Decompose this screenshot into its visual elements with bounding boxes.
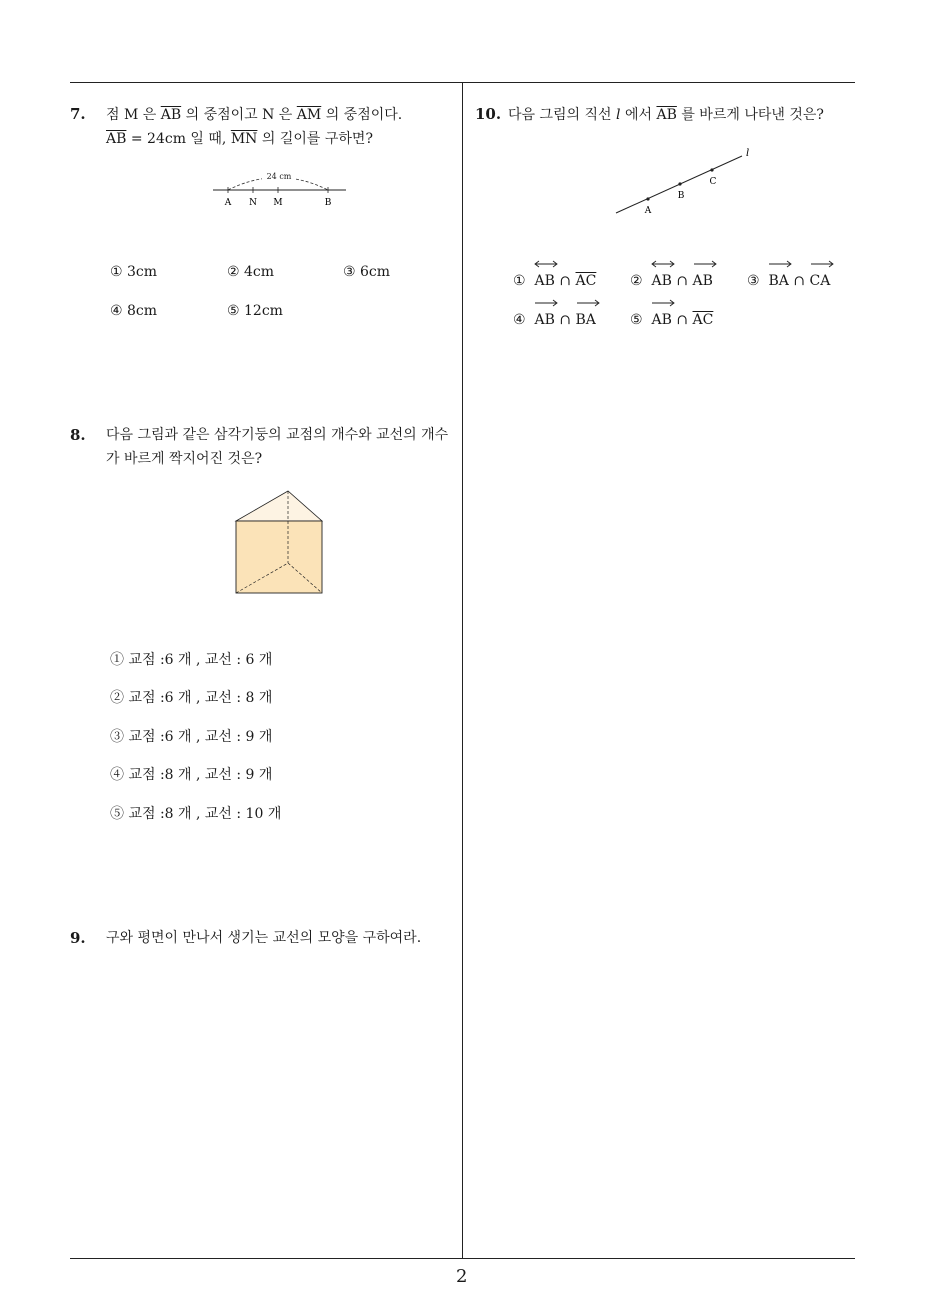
- choice-5[interactable]: [630, 308, 713, 332]
- choice-5[interactable]: ⑤ 12cm: [227, 303, 283, 319]
- problem-8: [70, 423, 460, 833]
- choice-number: ②: [630, 273, 643, 289]
- symbol-ray: AB: [534, 308, 554, 332]
- symbol-segment: $\overline{AC}$: [692, 312, 714, 328]
- text-part: 를 바르게 나타낸 것은?: [676, 107, 824, 123]
- problem-text: 구와 평면이 만나서 생기는 교선의 모양을 구하여라.: [106, 930, 422, 946]
- choice-2[interactable]: ② 4cm: [227, 264, 275, 280]
- segment-figure: [210, 165, 350, 215]
- line-name: l: [616, 107, 621, 123]
- choice-3[interactable]: [747, 269, 830, 293]
- prism-top-face: [236, 491, 322, 521]
- line-figure: [610, 144, 760, 224]
- text-part: 의 중점이고 N 은: [181, 107, 297, 123]
- point-label-c: C: [709, 177, 717, 187]
- symbol-ray: CA: [810, 269, 831, 293]
- choice-5[interactable]: ⑤ 교점 :8 개 , 교선 : 10 개: [110, 806, 282, 822]
- intersection-symbol: ∩: [676, 312, 689, 328]
- problem-9: [70, 926, 460, 956]
- symbol-ray: BA: [576, 308, 596, 332]
- column-divider: [462, 82, 463, 1258]
- choice-3[interactable]: ③ 교점 :6 개 , 교선 : 9 개: [110, 729, 273, 745]
- problem-number: 7.: [70, 105, 86, 123]
- right-arrow-icon: [651, 299, 675, 307]
- choice-number: ③: [747, 273, 760, 289]
- text-part: 의 중점이다.: [321, 107, 403, 123]
- point-label-b: B: [677, 191, 685, 201]
- symbol-ray: BA: [768, 269, 788, 293]
- choice-number: ①: [513, 273, 526, 289]
- choice-1[interactable]: ① 교점 :6 개 , 교선 : 6 개: [110, 652, 273, 668]
- text-part: 점 M 은: [106, 107, 161, 123]
- right-arrow-icon: [810, 260, 834, 268]
- choice-number: ④: [513, 312, 526, 328]
- point-label-a: A: [224, 198, 232, 208]
- segment-ab: $\overline{AB}$: [656, 107, 677, 123]
- bottom-rule: [70, 1258, 855, 1259]
- problem-text: 다음 그림과 같은 삼각기둥의 교점의 개수와 교선의 개수가 바르게 짝지어진 것은?: [106, 427, 449, 467]
- prism-front-face: [236, 521, 322, 593]
- point-label-b: B: [324, 198, 332, 208]
- symbol-line: AB: [534, 269, 554, 293]
- point-c: [710, 168, 713, 171]
- problem-number: 10.: [475, 105, 502, 123]
- text-part: 의 길이를 구하면?: [257, 131, 373, 147]
- page-number: 2: [456, 1266, 468, 1287]
- point-label-n: N: [249, 198, 257, 208]
- length-label: 24 cm: [266, 172, 292, 181]
- problem-number: 8.: [70, 426, 86, 444]
- right-arrow-icon: [534, 299, 558, 307]
- choice-4[interactable]: ④ 교점 :8 개 , 교선 : 9 개: [110, 767, 273, 783]
- intersection-symbol: ∩: [559, 273, 572, 289]
- text-part: = 24cm 일 때,: [126, 131, 231, 147]
- segment-ab: $\overline{AB}$: [106, 131, 127, 147]
- choice-1[interactable]: ① 3cm: [110, 264, 158, 280]
- choice-4[interactable]: [513, 308, 596, 332]
- choice-3[interactable]: ③ 6cm: [343, 264, 391, 280]
- problem-number: 9.: [70, 929, 86, 947]
- choice-1[interactable]: [513, 269, 596, 293]
- problem-10: [475, 102, 860, 342]
- double-arrow-icon: [651, 260, 675, 268]
- line-label: l: [746, 148, 750, 159]
- point-b: [678, 182, 681, 185]
- choice-number: ⑤: [630, 312, 643, 328]
- choice-2[interactable]: ② 교점 :6 개 , 교선 : 8 개: [110, 690, 273, 706]
- text-part: 에서: [620, 107, 657, 123]
- intersection-symbol: ∩: [793, 273, 806, 289]
- point-label-a: A: [644, 206, 652, 216]
- intersection-symbol: ∩: [559, 312, 572, 328]
- right-arrow-icon: [576, 299, 600, 307]
- problem-7: [70, 100, 460, 330]
- problem-text: [508, 103, 858, 127]
- symbol-ray: AB: [651, 308, 671, 332]
- right-arrow-icon: [768, 260, 792, 268]
- problem-text: [106, 103, 460, 151]
- triangular-prism-figure: [232, 489, 326, 597]
- choice-4[interactable]: ④ 8cm: [110, 303, 158, 319]
- choice-2[interactable]: [630, 269, 713, 293]
- symbol-segment: $\overline{AC}$: [575, 273, 597, 289]
- intersection-symbol: ∩: [676, 273, 689, 289]
- double-arrow-icon: [534, 260, 558, 268]
- symbol-ray: AB: [693, 269, 713, 293]
- segment-mn: $\overline{MN}$: [230, 131, 258, 147]
- point-a: [646, 197, 649, 200]
- text-part: 다음 그림의 직선: [508, 107, 617, 123]
- right-arrow-icon: [693, 260, 717, 268]
- segment-am: $\overline{AM}$: [296, 107, 322, 123]
- point-label-m: M: [273, 198, 283, 208]
- symbol-line: AB: [651, 269, 671, 293]
- segment-ab: $\overline{AB}$: [160, 107, 182, 123]
